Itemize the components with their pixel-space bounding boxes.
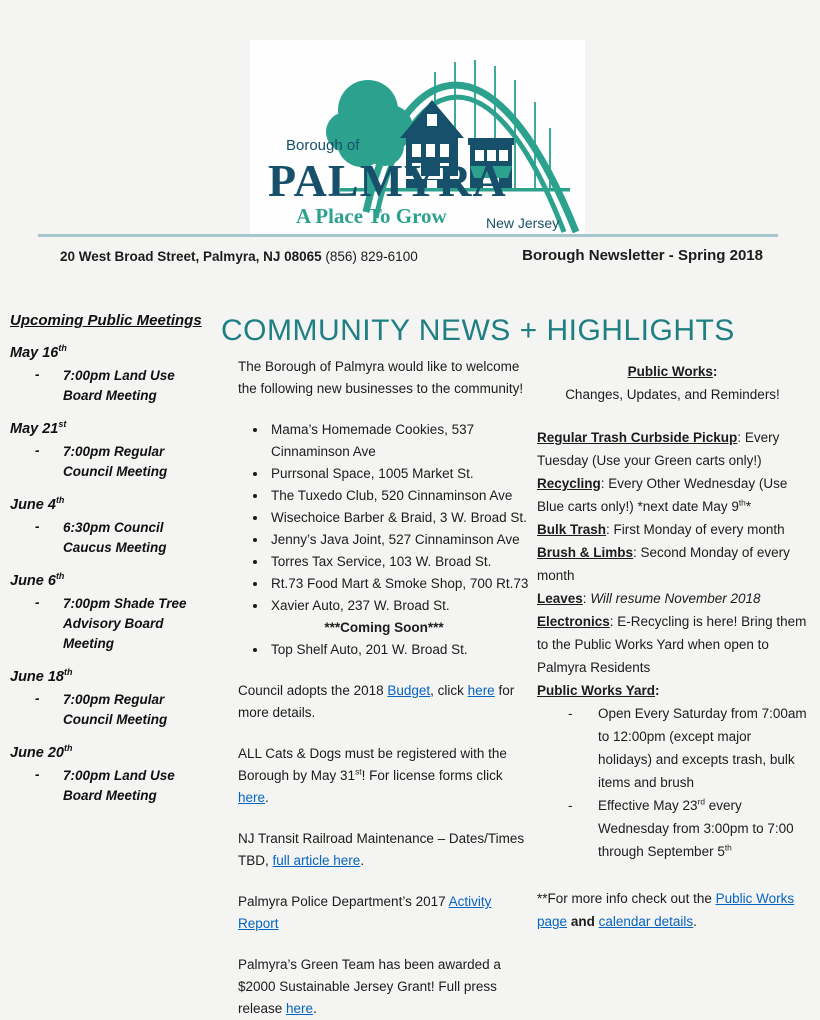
list-item: • Wisechoice Barber & Braid, 3 W. Broad St. — [268, 507, 530, 529]
meeting-entry — [10, 745, 215, 806]
coming-soon-list — [238, 639, 530, 661]
police-report-paragraph: Palmyra Police Department’s 2017 Activity Report — [238, 894, 492, 931]
list-item: • The Tuxedo Club, 520 Cinnaminson Ave — [268, 485, 530, 507]
public-works-subheading: Changes, Updates, and Reminders! — [565, 387, 780, 402]
meeting-date: May 16th — [10, 343, 67, 361]
nj-transit-paragraph: NJ Transit Railroad Maintenance – Dates/Times TBD, full article here. — [238, 831, 525, 868]
calendar-details-link[interactable]: calendar details — [598, 914, 694, 929]
new-businesses-list — [238, 419, 530, 617]
meeting-entry — [10, 669, 215, 730]
ordinal-suffix: th — [64, 667, 73, 678]
public-works-column — [537, 360, 808, 947]
meeting-desc: 7:00pm Land Use Board Meeting — [63, 368, 175, 403]
coming-soon-heading: ***Coming Soon*** — [324, 620, 444, 635]
logo-palmyra: PALMYRA — [268, 155, 507, 206]
list-item: • Torres Tax Service, 103 W. Broad St. — [268, 551, 530, 573]
meeting-entry — [10, 573, 215, 654]
meeting-date: June 20th — [10, 743, 73, 761]
brush-limbs-entry: Brush & Limbs: Second Monday of every month — [537, 545, 790, 583]
dash-bullet: - — [35, 443, 40, 458]
ordinal-suffix: th — [55, 571, 65, 582]
meeting-entry — [10, 497, 215, 558]
budget-paragraph: Council adopts the 2018 Budget, click here for more details. — [238, 683, 515, 720]
public-works-heading: Public Works: — [627, 364, 718, 379]
ordinal-suffix: th — [738, 497, 746, 508]
ordinal-suffix: th — [724, 842, 732, 853]
street-address: 20 West Broad Street, Palmyra, NJ 08065 — [60, 249, 322, 264]
palmyra-logo-graphic — [250, 40, 585, 235]
borough-logo — [250, 40, 585, 235]
list-item: • Purrsonal Space, 1005 Market St. — [268, 463, 530, 485]
intro-paragraph: The Borough of Palmyra would like to welcome the following new businesses to the community! — [238, 359, 524, 396]
meeting-desc: 7:00pm Regular Council Meeting — [63, 444, 168, 479]
activity-report-link[interactable]: Activity Report — [238, 894, 492, 931]
budget-link[interactable]: Budget — [387, 683, 431, 698]
meeting-desc: 7:00pm Land Use Board Meeting — [63, 768, 175, 803]
meeting-desc: 7:00pm Regular Council Meeting — [63, 692, 168, 727]
upcoming-meetings-column — [10, 312, 215, 821]
dash-bullet: - — [35, 767, 40, 782]
community-news-column — [238, 356, 530, 1020]
trash-pickup-entry: Regular Trash Curbside Pickup: Every Tuesday (Use your Green carts only!) — [537, 430, 780, 468]
dash-bullet: - — [35, 691, 40, 706]
yard-entry-label: Public Works Yard: — [537, 683, 660, 698]
public-works-body — [537, 426, 808, 863]
dash-bullet: - — [568, 798, 573, 813]
leaves-entry: Leaves: Will resume November 2018 — [537, 591, 761, 606]
meeting-date: May 21st — [10, 419, 67, 437]
yard-hours-item: - Open Every Saturday from 7:00am to 12:00pm (except major holidays) and excepts trash, bulk items and brush — [537, 702, 808, 794]
ordinal-suffix: th — [58, 343, 67, 354]
meetings-title: Upcoming Public Meetings — [10, 312, 202, 329]
ordinal-suffix: rd — [697, 796, 705, 807]
ordinal-suffix: st — [355, 766, 362, 777]
meeting-entry — [10, 421, 215, 482]
press-release-link[interactable]: here — [286, 1001, 314, 1016]
meeting-date: June 18th — [10, 667, 73, 685]
bulk-trash-entry: Bulk Trash: First Monday of every month — [537, 522, 785, 537]
yard-hours-item: - Effective May 23rd every Wednesday from 3:00pm to 7:00 through September 5th — [537, 794, 808, 863]
green-team-paragraph: Palmyra’s Green Team has been awarded a $2000 Sustainable Jersey Grant! Full press release here. — [238, 957, 501, 1016]
list-item: • Jenny’s Java Joint, 527 Cinnaminson Ave — [268, 529, 530, 551]
meeting-desc: 7:00pm Shade Tree Advisory Board Meeting — [63, 596, 187, 651]
full-article-link[interactable]: full article here — [272, 853, 361, 868]
ordinal-suffix: st — [58, 419, 67, 430]
meeting-entry — [10, 345, 215, 406]
logo-borough-of: Borough of — [286, 137, 360, 154]
community-news-heading: COMMUNITY NEWS + HIGHLIGHTS — [221, 314, 735, 347]
pet-license-paragraph: ALL Cats & Dogs must be registered with the Borough by May 31st! For license forms click here. — [238, 746, 507, 805]
dash-bullet: - — [568, 706, 573, 721]
budget-details-link[interactable]: here — [467, 683, 495, 698]
list-item: • Rt.73 Food Mart & Smoke Shop, 700 Rt.73 — [268, 573, 530, 595]
borough-address — [60, 249, 418, 264]
list-item: • Top Shelf Auto, 201 W. Broad St. — [268, 639, 530, 661]
ordinal-suffix: th — [64, 743, 73, 754]
logo-tagline: A Place To Grow — [296, 204, 447, 228]
list-item: • Xavier Auto, 237 W. Broad St. — [268, 595, 530, 617]
dash-bullet: - — [35, 595, 40, 610]
list-item: • Mama’s Homemade Cookies, 537 Cinnaminson Ave — [268, 419, 530, 463]
meeting-date: June 6th — [10, 571, 65, 589]
dash-bullet: - — [35, 519, 40, 534]
recycling-entry: Recycling: Every Other Wednesday (Use Blue carts only!) *next date May 9th* — [537, 476, 788, 514]
license-forms-link[interactable]: here — [238, 790, 266, 805]
ordinal-suffix: th — [55, 495, 65, 506]
meeting-desc: 6:30pm Council Caucus Meeting — [63, 520, 167, 555]
public-works-page-link[interactable]: Public Works page — [537, 891, 795, 929]
public-works-footer: **For more info check out the Public Works page and calendar details. — [537, 891, 795, 929]
header-divider — [38, 234, 778, 237]
meeting-date: June 4th — [10, 495, 65, 513]
electronics-entry: Electronics: E-Recycling is here! Bring them to the Public Works Yard when open to Palmyra Residents — [537, 614, 807, 675]
phone-number: (856) 829-6100 — [321, 249, 418, 264]
dash-bullet: - — [35, 367, 40, 382]
logo-state: New Jersey — [486, 215, 560, 231]
newsletter-title: Borough Newsletter - Spring 2018 — [522, 247, 763, 264]
